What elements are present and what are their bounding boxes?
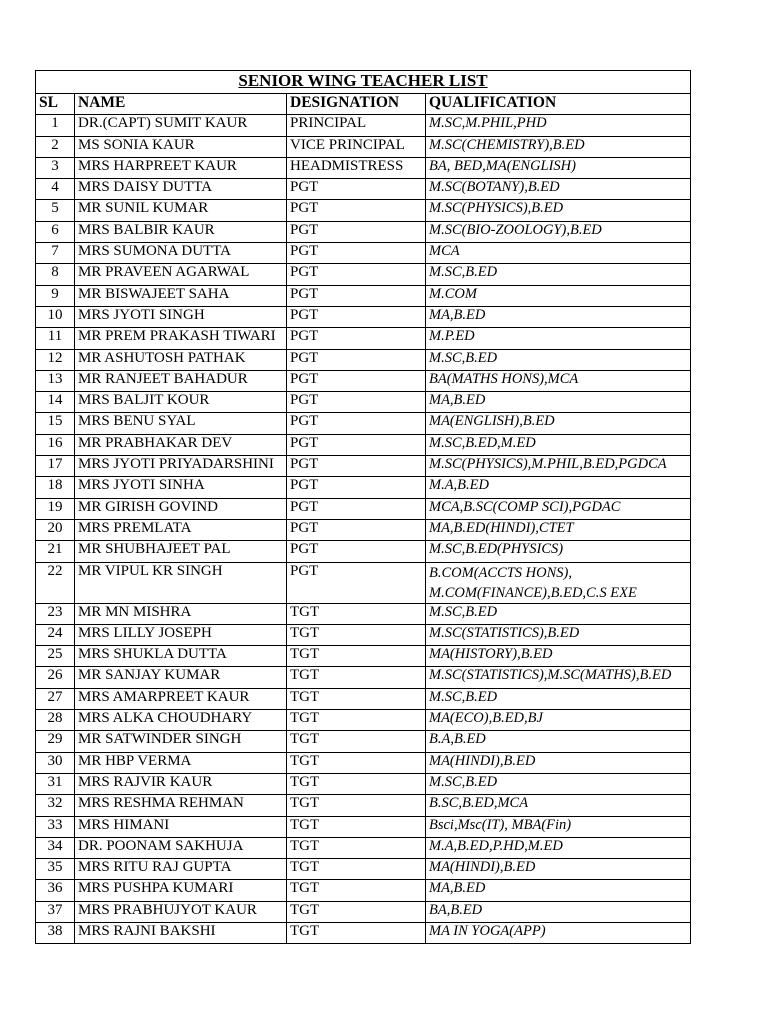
row-designation-cell: PGT xyxy=(287,392,426,413)
table-row xyxy=(36,603,691,624)
row-name-cell: MRS JYOTI SINHA xyxy=(75,477,287,498)
header-name: NAME xyxy=(75,94,287,115)
row-name-cell: MRS PREMLATA xyxy=(75,519,287,540)
row-qualification-cell: M.SC(STATISTICS),B.ED xyxy=(426,624,691,645)
table-row xyxy=(36,456,691,477)
document-sheet xyxy=(35,70,690,944)
table-row xyxy=(36,349,691,370)
table-row xyxy=(36,136,691,157)
row-name-cell: MRS HARPREET KAUR xyxy=(75,157,287,178)
row-name-cell: MRS BALBIR KAUR xyxy=(75,221,287,242)
table-row xyxy=(36,264,691,285)
row-designation-cell: TGT xyxy=(287,624,426,645)
row-name-cell: MRS DAISY DUTTA xyxy=(75,179,287,200)
row-designation-cell: PGT xyxy=(287,285,426,306)
row-designation-cell: TGT xyxy=(287,603,426,624)
row-qualification-cell: MA(HISTORY),B.ED xyxy=(426,646,691,667)
row-sl-cell: 15 xyxy=(36,413,75,434)
row-qualification-cell: M.A,B.ED xyxy=(426,477,691,498)
row-name-cell: MRS RESHMA REHMAN xyxy=(75,795,287,816)
row-designation-cell: PGT xyxy=(287,370,426,391)
row-name-cell: MRS AMARPREET KAUR xyxy=(75,688,287,709)
row-sl-cell: 37 xyxy=(36,901,75,922)
row-designation-cell: TGT xyxy=(287,922,426,943)
row-qualification-cell: MA,B.ED xyxy=(426,306,691,327)
row-qualification-cell: B.COM(ACCTS HONS), M.COM(FINANCE),B.ED,C.S EXE xyxy=(426,562,691,603)
row-designation-cell: TGT xyxy=(287,667,426,688)
row-sl-cell: 17 xyxy=(36,456,75,477)
table-row xyxy=(36,731,691,752)
row-qualification-cell: BA,B.ED xyxy=(426,901,691,922)
row-name-cell: MRS JYOTI PRIYADARSHINI xyxy=(75,456,287,477)
table-row xyxy=(36,710,691,731)
row-name-cell: MRS JYOTI SINGH xyxy=(75,306,287,327)
row-qualification-cell: Bsci,Msc(IT), MBA(Fin) xyxy=(426,816,691,837)
row-designation-cell: PGT xyxy=(287,477,426,498)
row-sl-cell: 24 xyxy=(36,624,75,645)
row-qualification-cell: MA(HINDI),B.ED xyxy=(426,859,691,880)
row-sl-cell: 2 xyxy=(36,136,75,157)
table-row xyxy=(36,752,691,773)
row-designation-cell: TGT xyxy=(287,901,426,922)
table-row xyxy=(36,392,691,413)
row-sl-cell: 5 xyxy=(36,200,75,221)
row-designation-cell: TGT xyxy=(287,731,426,752)
row-sl-cell: 29 xyxy=(36,731,75,752)
row-name-cell: MRS SUMONA DUTTA xyxy=(75,243,287,264)
row-sl-cell: 19 xyxy=(36,498,75,519)
row-qualification-cell: M.P.ED xyxy=(426,328,691,349)
row-sl-cell: 9 xyxy=(36,285,75,306)
row-name-cell: DR. POONAM SAKHUJA xyxy=(75,837,287,858)
row-qualification-cell: M.SC,B.ED xyxy=(426,688,691,709)
row-designation-cell: PGT xyxy=(287,243,426,264)
row-name-cell: MR SHUBHAJEET PAL xyxy=(75,541,287,562)
table-row xyxy=(36,880,691,901)
row-sl-cell: 18 xyxy=(36,477,75,498)
table-row xyxy=(36,498,691,519)
header-designation: DESIGNATION xyxy=(287,94,426,115)
row-designation-cell: TGT xyxy=(287,752,426,773)
teacher-table xyxy=(35,70,691,944)
row-sl-cell: 1 xyxy=(36,115,75,136)
row-name-cell: MR SATWINDER SINGH xyxy=(75,731,287,752)
row-sl-cell: 35 xyxy=(36,859,75,880)
table-row xyxy=(36,179,691,200)
row-designation-cell: TGT xyxy=(287,880,426,901)
table-row xyxy=(36,157,691,178)
header-row xyxy=(36,94,691,115)
row-designation-cell: TGT xyxy=(287,646,426,667)
row-qualification-cell: M.SC,B.ED,M.ED xyxy=(426,434,691,455)
table-row xyxy=(36,200,691,221)
table-row xyxy=(36,370,691,391)
row-sl-cell: 7 xyxy=(36,243,75,264)
table-row xyxy=(36,624,691,645)
row-qualification-cell: M.SC,B.ED(PHYSICS) xyxy=(426,541,691,562)
row-qualification-cell: MA IN YOGA(APP) xyxy=(426,922,691,943)
table-row xyxy=(36,646,691,667)
row-sl-cell: 16 xyxy=(36,434,75,455)
row-designation-cell: PGT xyxy=(287,562,426,603)
row-name-cell: MRS LILLY JOSEPH xyxy=(75,624,287,645)
table-row xyxy=(36,477,691,498)
row-sl-cell: 27 xyxy=(36,688,75,709)
row-qualification-cell: MCA,B.SC(COMP SCI),PGDAC xyxy=(426,498,691,519)
row-sl-cell: 32 xyxy=(36,795,75,816)
row-designation-cell: PGT xyxy=(287,541,426,562)
row-designation-cell: TGT xyxy=(287,816,426,837)
row-designation-cell: TGT xyxy=(287,837,426,858)
row-sl-cell: 8 xyxy=(36,264,75,285)
row-name-cell: MR PRABHAKAR DEV xyxy=(75,434,287,455)
row-sl-cell: 28 xyxy=(36,710,75,731)
row-sl-cell: 3 xyxy=(36,157,75,178)
row-name-cell: MR BISWAJEET SAHA xyxy=(75,285,287,306)
row-name-cell: DR.(CAPT) SUMIT KAUR xyxy=(75,115,287,136)
row-name-cell: MR PREM PRAKASH TIWARI xyxy=(75,328,287,349)
table-row xyxy=(36,688,691,709)
row-designation-cell: PGT xyxy=(287,413,426,434)
row-name-cell: MRS ALKA CHOUDHARY xyxy=(75,710,287,731)
table-row xyxy=(36,306,691,327)
row-name-cell: MRS BENU SYAL xyxy=(75,413,287,434)
row-sl-cell: 10 xyxy=(36,306,75,327)
row-qualification-cell: B.A,B.ED xyxy=(426,731,691,752)
table-row xyxy=(36,667,691,688)
row-sl-cell: 22 xyxy=(36,562,75,603)
header-sl: SL xyxy=(36,94,75,115)
row-designation-cell: TGT xyxy=(287,773,426,794)
row-qualification-cell: MA(ECO),B.ED,BJ xyxy=(426,710,691,731)
table-row xyxy=(36,285,691,306)
row-sl-cell: 38 xyxy=(36,922,75,943)
row-name-cell: MRS RAJVIR KAUR xyxy=(75,773,287,794)
row-designation-cell: PGT xyxy=(287,498,426,519)
row-designation-cell: VICE PRINCIPAL xyxy=(287,136,426,157)
table-row xyxy=(36,859,691,880)
row-qualification-cell: MA(HINDI),B.ED xyxy=(426,752,691,773)
row-designation-cell: PGT xyxy=(287,328,426,349)
row-qualification-cell: M.COM xyxy=(426,285,691,306)
row-qualification-cell: M.SC,B.ED xyxy=(426,264,691,285)
row-name-cell: MR PRAVEEN AGARWAL xyxy=(75,264,287,285)
row-qualification-cell: MA(ENGLISH),B.ED xyxy=(426,413,691,434)
row-sl-cell: 12 xyxy=(36,349,75,370)
table-row xyxy=(36,434,691,455)
row-qualification-cell: M.SC(PHYSICS),M.PHIL,B.ED,PGDCA xyxy=(426,456,691,477)
row-qualification-cell: BA, BED,MA(ENGLISH) xyxy=(426,157,691,178)
table-row xyxy=(36,795,691,816)
table-row xyxy=(36,773,691,794)
table-row xyxy=(36,243,691,264)
table-row xyxy=(36,816,691,837)
row-qualification-cell: M.SC(BIO-ZOOLOGY),B.ED xyxy=(426,221,691,242)
row-name-cell: MRS BALJIT KOUR xyxy=(75,392,287,413)
row-name-cell: MR HBP VERMA xyxy=(75,752,287,773)
row-qualification-cell: M.SC(CHEMISTRY),B.ED xyxy=(426,136,691,157)
table-row xyxy=(36,115,691,136)
table-row xyxy=(36,541,691,562)
row-name-cell: MR SUNIL KUMAR xyxy=(75,200,287,221)
table-row xyxy=(36,413,691,434)
row-designation-cell: PGT xyxy=(287,264,426,285)
row-qualification-cell: M.SC,B.ED xyxy=(426,349,691,370)
row-sl-cell: 31 xyxy=(36,773,75,794)
row-designation-cell: PGT xyxy=(287,349,426,370)
row-sl-cell: 20 xyxy=(36,519,75,540)
table-body xyxy=(36,71,691,944)
table-row xyxy=(36,901,691,922)
row-sl-cell: 13 xyxy=(36,370,75,391)
table-row xyxy=(36,837,691,858)
row-name-cell: MRS RITU RAJ GUPTA xyxy=(75,859,287,880)
row-designation-cell: PRINCIPAL xyxy=(287,115,426,136)
row-name-cell: MRS SHUKLA DUTTA xyxy=(75,646,287,667)
row-designation-cell: PGT xyxy=(287,519,426,540)
row-name-cell: MRS HIMANI xyxy=(75,816,287,837)
row-qualification-cell: M.SC,M.PHIL,PHD xyxy=(426,115,691,136)
row-name-cell: MR GIRISH GOVIND xyxy=(75,498,287,519)
row-designation-cell: PGT xyxy=(287,434,426,455)
row-sl-cell: 14 xyxy=(36,392,75,413)
row-designation-cell: PGT xyxy=(287,200,426,221)
row-sl-cell: 25 xyxy=(36,646,75,667)
table-row xyxy=(36,328,691,349)
row-designation-cell: HEADMISTRESS xyxy=(287,157,426,178)
row-sl-cell: 21 xyxy=(36,541,75,562)
row-qualification-cell: M.SC(PHYSICS),B.ED xyxy=(426,200,691,221)
row-sl-cell: 26 xyxy=(36,667,75,688)
row-name-cell: MR RANJEET BAHADUR xyxy=(75,370,287,391)
row-qualification-cell: M.SC(STATISTICS),M.SC(MATHS),B.ED xyxy=(426,667,691,688)
row-qualification-cell: M.A,B.ED,P.HD,M.ED xyxy=(426,837,691,858)
row-name-cell: MRS PUSHPA KUMARI xyxy=(75,880,287,901)
row-qualification-cell: MCA xyxy=(426,243,691,264)
row-qualification-cell: M.SC,B.ED xyxy=(426,603,691,624)
row-qualification-cell: MA,B.ED xyxy=(426,880,691,901)
row-designation-cell: PGT xyxy=(287,456,426,477)
table-row xyxy=(36,562,691,603)
row-name-cell: MR VIPUL KR SINGH xyxy=(75,562,287,603)
row-designation-cell: TGT xyxy=(287,710,426,731)
table-row xyxy=(36,519,691,540)
row-name-cell: MS SONIA KAUR xyxy=(75,136,287,157)
row-designation-cell: PGT xyxy=(287,179,426,200)
row-sl-cell: 30 xyxy=(36,752,75,773)
row-sl-cell: 33 xyxy=(36,816,75,837)
row-designation-cell: TGT xyxy=(287,859,426,880)
row-qualification-cell: BA(MATHS HONS),MCA xyxy=(426,370,691,391)
row-sl-cell: 11 xyxy=(36,328,75,349)
table-row xyxy=(36,922,691,943)
row-qualification-cell: MA,B.ED(HINDI),CTET xyxy=(426,519,691,540)
row-sl-cell: 23 xyxy=(36,603,75,624)
header-qualification: QUALIFICATION xyxy=(426,94,691,115)
title-row xyxy=(36,71,691,94)
row-sl-cell: 4 xyxy=(36,179,75,200)
row-qualification-cell: MA,B.ED xyxy=(426,392,691,413)
row-qualification-cell: B.SC,B.ED,MCA xyxy=(426,795,691,816)
row-name-cell: MRS PRABHUJYOT KAUR xyxy=(75,901,287,922)
row-name-cell: MR SANJAY KUMAR xyxy=(75,667,287,688)
row-qualification-cell: M.SC(BOTANY),B.ED xyxy=(426,179,691,200)
row-sl-cell: 34 xyxy=(36,837,75,858)
page-title: SENIOR WING TEACHER LIST xyxy=(36,71,691,94)
row-name-cell: MR MN MISHRA xyxy=(75,603,287,624)
row-sl-cell: 36 xyxy=(36,880,75,901)
table-row xyxy=(36,221,691,242)
row-name-cell: MR ASHUTOSH PATHAK xyxy=(75,349,287,370)
row-designation-cell: PGT xyxy=(287,306,426,327)
row-qualification-cell: M.SC,B.ED xyxy=(426,773,691,794)
row-name-cell: MRS RAJNI BAKSHI xyxy=(75,922,287,943)
row-sl-cell: 6 xyxy=(36,221,75,242)
row-designation-cell: TGT xyxy=(287,795,426,816)
row-designation-cell: PGT xyxy=(287,221,426,242)
row-designation-cell: TGT xyxy=(287,688,426,709)
